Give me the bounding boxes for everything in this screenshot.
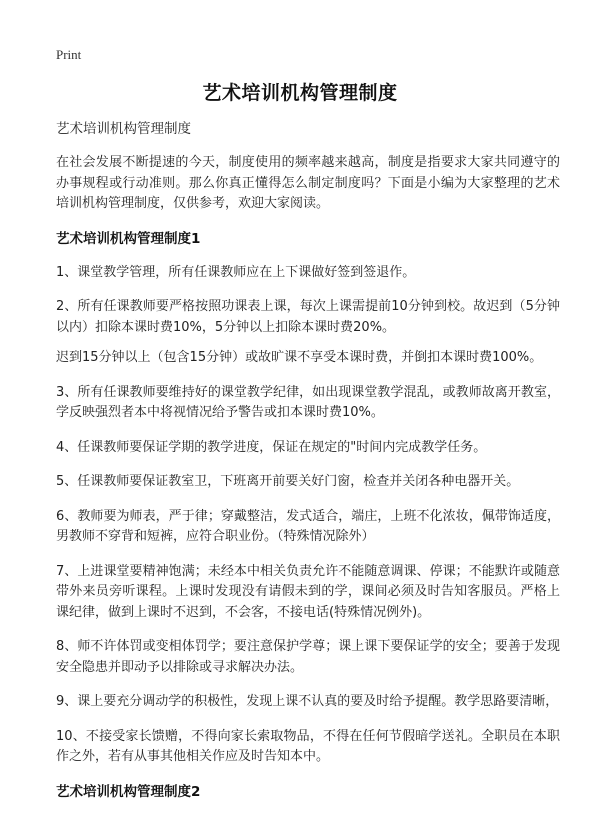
rule-item-8: 8、师不许体罚或变相体罚学；要注意保护学尊；课上课下要保证学的安全；要善于发现安全隐患并即动予以排除或寻求解决办法。 <box>56 639 560 675</box>
document-body <box>56 119 560 816</box>
intro-paragraph: 在社会发展不断提速的今天，制度使用的频率越来越高，制度是指要求大家共同遵守的办事规程或行动准则。那么你真正懂得怎么制定制度吗？下面是小编为大家整理的艺术培训机构管理制度，仅供参考，欢迎大家阅读。 <box>56 155 560 211</box>
rule-item-9: 9、课上要充分调动学的积极性，发现上课不认真的要及时给予提醒。教学思路要清晰， <box>56 694 559 709</box>
rule-item-10: 10、不接受家长馈赠，不得向家长索取物品，不得在任何节假暗学送礼。全职员在本职作之外，若有从事其他相关作应及时告知本中。 <box>56 728 560 764</box>
rule-item-2-continued: 迟到15分钟以上（包含15分钟）或故旷课不享受本课时费，并倒扣本课时费100%。 <box>56 350 543 365</box>
rule-item-6: 6、教师要为师表，严于律；穿戴整洁，发式适合，端庄，上班不化浓妆，佩带饰适度，男教师不穿背和短裤，应符合职业份。（特殊情况除外） <box>56 508 560 544</box>
rule-item-5: 5、任课教师要保证教室卫，下班离开前要关好门窗，检查并关闭各种电器开关。 <box>56 474 520 489</box>
document-subtitle: 艺术培训机构管理制度 <box>56 121 191 137</box>
document-title: 艺术培训机构管理制度 <box>202 82 398 104</box>
rule-item-2: 2、所有任课教师要严格按照功课表上课，每次上课需提前10分钟到校。故迟到（5分钟以内）扣除本课时费10%，5分钟以上扣除本课时费20%。 <box>56 299 560 335</box>
rule-item-4: 4、任课教师要保证学期的教学进度，保证在规定的"时间内完成教学任务。 <box>56 439 487 455</box>
section-heading-2: 艺术培训机构管理制度2 <box>56 783 201 800</box>
rule-item-1: 1、课堂教学管理，所有任课教师应在上下课做好签到签退作。 <box>56 264 416 280</box>
print-label: Print <box>56 47 82 62</box>
rule-item-7: 7、上进课堂要精神饱满；未经本中相关负责允许不能随意调课、停课；不能默许或随意带外来员旁听课程。上课时发现没有请假未到的学，课间必须及时告知客服员。严格上课纪律，做到上课时不迟到，不会客，不接电话(特殊情况例外)。 <box>56 563 560 620</box>
section-heading-1: 艺术培训机构管理制度1 <box>56 230 201 247</box>
rule-item-3: 3、所有任课教师要维持好的课堂教学纪律，如出现课堂教学混乱，或教师故离开教室，学反映强烈者本中将视情况给予警告或扣本课时费10%。 <box>56 384 560 420</box>
